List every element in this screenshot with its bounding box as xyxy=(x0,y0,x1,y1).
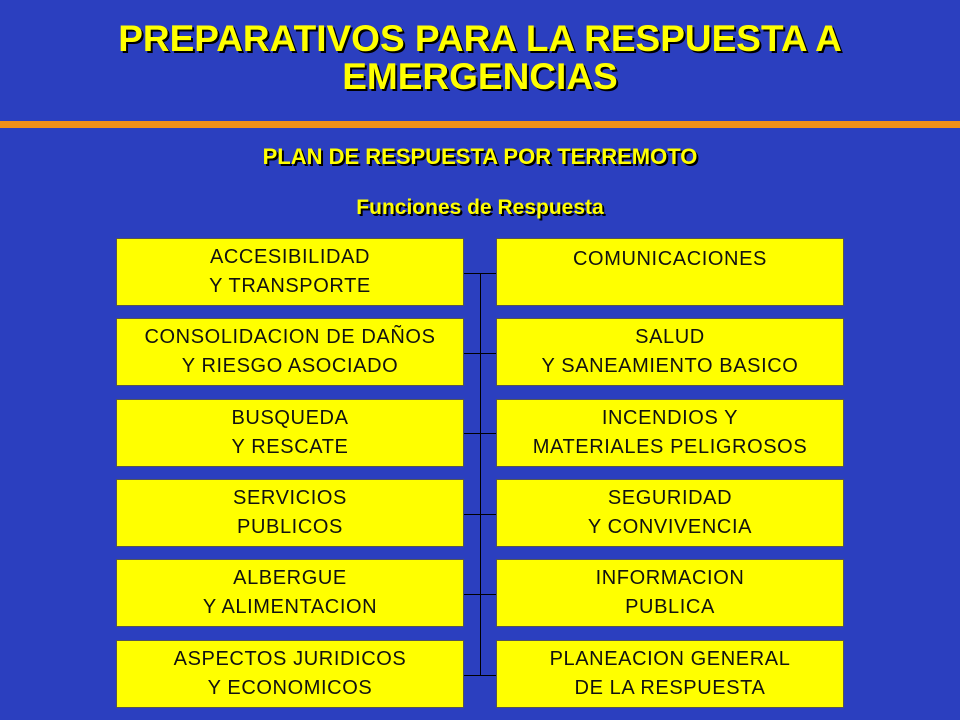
box-label-line2: Y CONVIVENCIA xyxy=(587,516,753,538)
box-label-line1: BUSQUEDA xyxy=(231,407,349,429)
section-title: Funciones de Respuesta xyxy=(356,196,604,219)
connector-branch xyxy=(464,594,496,595)
function-box-albergue xyxy=(116,559,464,627)
function-box-aspectos xyxy=(116,640,464,708)
box-label-line2: PUBLICOS xyxy=(237,516,343,538)
box-label-line1: SEGURIDAD xyxy=(607,487,733,509)
connector-branch xyxy=(464,514,496,515)
box-label-line1: SALUD xyxy=(635,326,705,348)
function-box-busqueda xyxy=(116,399,464,467)
function-box-accesibilidad xyxy=(116,238,464,306)
function-box-seguridad xyxy=(496,479,844,547)
function-box-servicios xyxy=(116,479,464,547)
box-label-line1: SERVICIOS xyxy=(233,487,347,509)
connector-branch xyxy=(464,273,496,274)
function-box-consolidacion xyxy=(116,318,464,386)
function-box-planeacion xyxy=(496,640,844,708)
connector-branch xyxy=(464,353,496,354)
box-label-line1: ALBERGUE xyxy=(233,567,347,589)
box-label-line2: Y RIESGO ASOCIADO xyxy=(181,355,399,377)
function-box-informacion xyxy=(496,559,844,627)
box-label-line1: CONSOLIDACION DE DAÑOS xyxy=(144,326,436,348)
connector-vertical xyxy=(480,273,481,676)
box-label-line2: DE LA RESPUESTA xyxy=(574,677,766,699)
box-label-line2: MATERIALES PELIGROSOS xyxy=(532,436,808,458)
box-label-line1: PLANEACION GENERAL xyxy=(549,648,791,670)
box-label-line2: Y ECONOMICOS xyxy=(207,677,373,699)
title-divider xyxy=(0,121,960,128)
function-box-salud xyxy=(496,318,844,386)
box-label-line1: INCENDIOS Y xyxy=(601,407,739,429)
connector-branch xyxy=(464,675,496,676)
connector-branch xyxy=(464,433,496,434)
box-label-line2: Y ALIMENTACION xyxy=(202,596,378,618)
plan-subtitle: PLAN DE RESPUESTA POR TERREMOTO xyxy=(262,144,698,169)
title-line-2: EMERGENCIAS xyxy=(342,56,618,97)
box-label-line1: ACCESIBILIDAD xyxy=(209,246,371,268)
function-box-comunicaciones xyxy=(496,238,844,306)
function-box-incendios xyxy=(496,399,844,467)
box-label-line1: COMUNICACIONES xyxy=(573,248,767,270)
box-label-line1: INFORMACION xyxy=(595,567,745,589)
box-label-line2: Y SANEAMIENTO BASICO xyxy=(541,355,799,377)
box-label-line2: PUBLICA xyxy=(625,596,715,618)
title-line-1: PREPARATIVOS PARA LA RESPUESTA A xyxy=(118,18,842,59)
box-label-line2: Y RESCATE xyxy=(231,436,349,458)
page-title xyxy=(0,20,960,96)
box-label-line2: Y TRANSPORTE xyxy=(209,275,371,297)
box-label-line1: ASPECTOS JURIDICOS xyxy=(173,648,407,670)
